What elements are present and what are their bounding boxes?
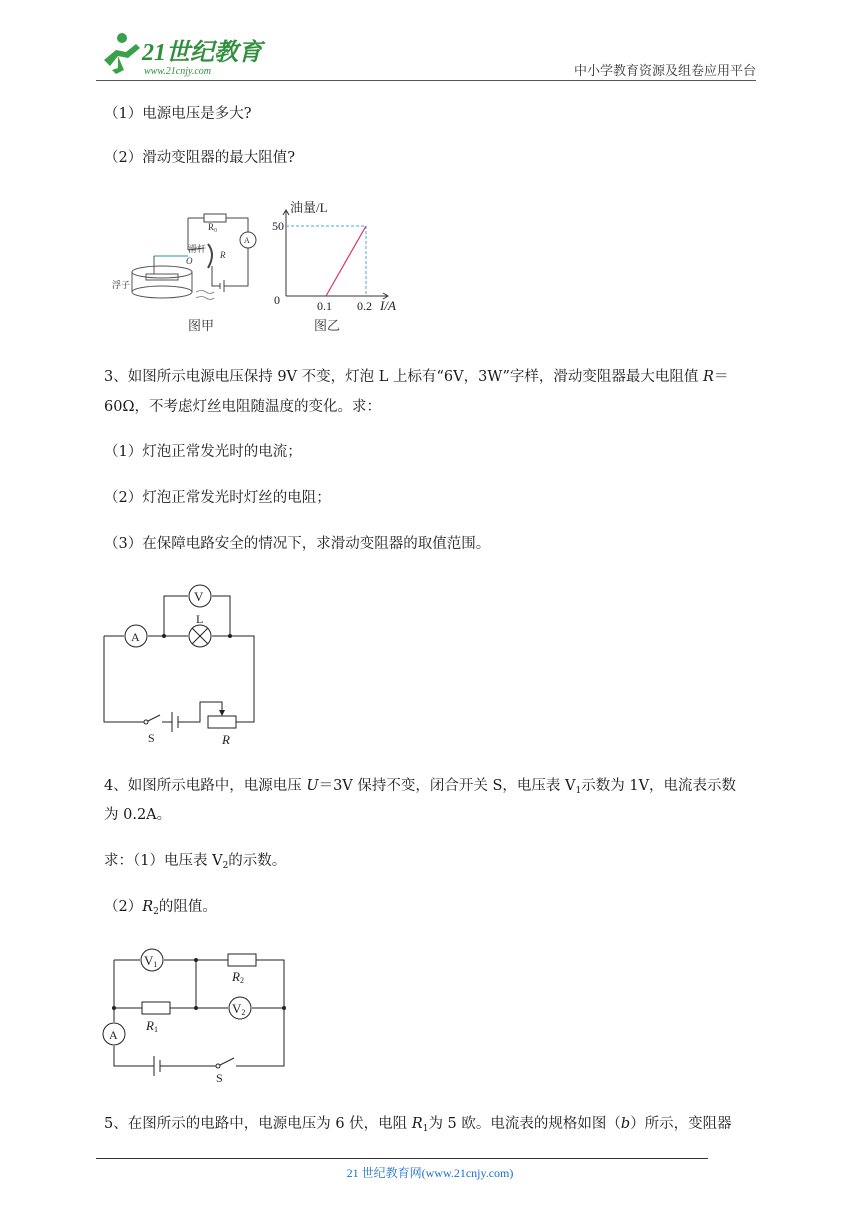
series-line: [326, 226, 366, 296]
y-tick-50: 50: [272, 219, 284, 233]
q4-sub1: 求：（1）电压表 $V_2$的示数。: [104, 853, 287, 871]
runner-icon: [104, 33, 140, 74]
r-label: R: [220, 250, 226, 260]
q2-sub1: （1）电源电压是多大?: [104, 106, 252, 122]
r1-label: R1: [146, 1018, 158, 1034]
rheostat-label: R: [222, 732, 230, 747]
figure-yi-chart: [270, 196, 410, 338]
q3-sub3: （3）在保障电路安全的情况下，求滑动变阻器的取值范围。: [104, 536, 491, 552]
figure-q3-circuit: [96, 582, 266, 752]
site-logo: [96, 30, 266, 80]
pivot-label: O: [186, 256, 193, 266]
resistor-r2-icon: [228, 954, 256, 966]
q3-sub2: （2）灯泡正常发光时灯丝的电阻；: [104, 490, 331, 506]
v2-label: V2: [232, 1001, 246, 1017]
rheostat-icon: [208, 716, 236, 728]
q3-line1: 3、如图所示电源电压保持 9V 不变，灯泡 L 上标有“6V，3W”字样，滑动变阻器最大电阻值 R＝: [104, 369, 729, 385]
footer-divider: [96, 1158, 708, 1159]
logo-text: 21世纪教育: [142, 40, 262, 66]
switch-label: S: [148, 731, 155, 745]
x-axis-label: I/A: [380, 298, 396, 313]
resistor-r1-icon: [142, 1002, 170, 1014]
origin-label: 0: [274, 293, 280, 307]
figure-jia: [112, 196, 272, 338]
v1-label: V1: [144, 953, 158, 969]
q4-sub2: $(2)R_2$的阻值。: [104, 899, 217, 917]
slider-label: 滑杆: [188, 244, 207, 254]
x-tick-0.2: 0.2: [357, 299, 372, 313]
q4-line1: 4、如图所示电路中，电源电压 U＝3V 保持不变，闭合开关 S，电压表 $V_1$示数为 1V，电流表示数: [104, 778, 737, 796]
x-tick-0.1: 0.1: [317, 299, 332, 313]
header-divider: [96, 80, 756, 81]
r2-label: R2: [232, 969, 244, 985]
switch-label: S: [216, 1071, 223, 1084]
voltmeter-label: V: [194, 589, 204, 604]
q2-sub2: （2）滑动变阻器的最大阻值?: [104, 150, 295, 166]
float-label: 浮子: [112, 280, 131, 290]
q4-line2: 为 0.2A。: [104, 807, 172, 823]
caption-jia: 图甲: [188, 318, 215, 333]
logo-url: www.21cnjy.com: [144, 66, 212, 77]
ammeter-label: A: [109, 1028, 118, 1042]
q3-line2: 60Ω，不考虑灯丝电阻随温度的变化。求：: [104, 399, 381, 415]
r0-label: R₀: [208, 222, 218, 232]
q3-sub1: （1）灯泡正常发光时的电流；: [104, 444, 302, 460]
y-axis-label: 油量/L: [290, 200, 328, 215]
figure-q4-circuit: [96, 940, 296, 1084]
caption-yi: 图乙: [314, 318, 341, 333]
platform-title: 中小学教育资源及组卷应用平台: [573, 64, 756, 79]
q5-line1: 5、在图所示的电路中，电源电压为 6 伏，电阻 $R_1$为 5 欧。电流表的规格如图（b）所示，变阻器: [104, 1116, 732, 1134]
ammeter-label: A: [244, 236, 250, 245]
lamp-label: L: [196, 612, 204, 626]
footer-link[interactable]: 21 世纪教育网(www.21cnjy.com): [346, 1166, 514, 1180]
ammeter-label: A: [131, 630, 140, 644]
